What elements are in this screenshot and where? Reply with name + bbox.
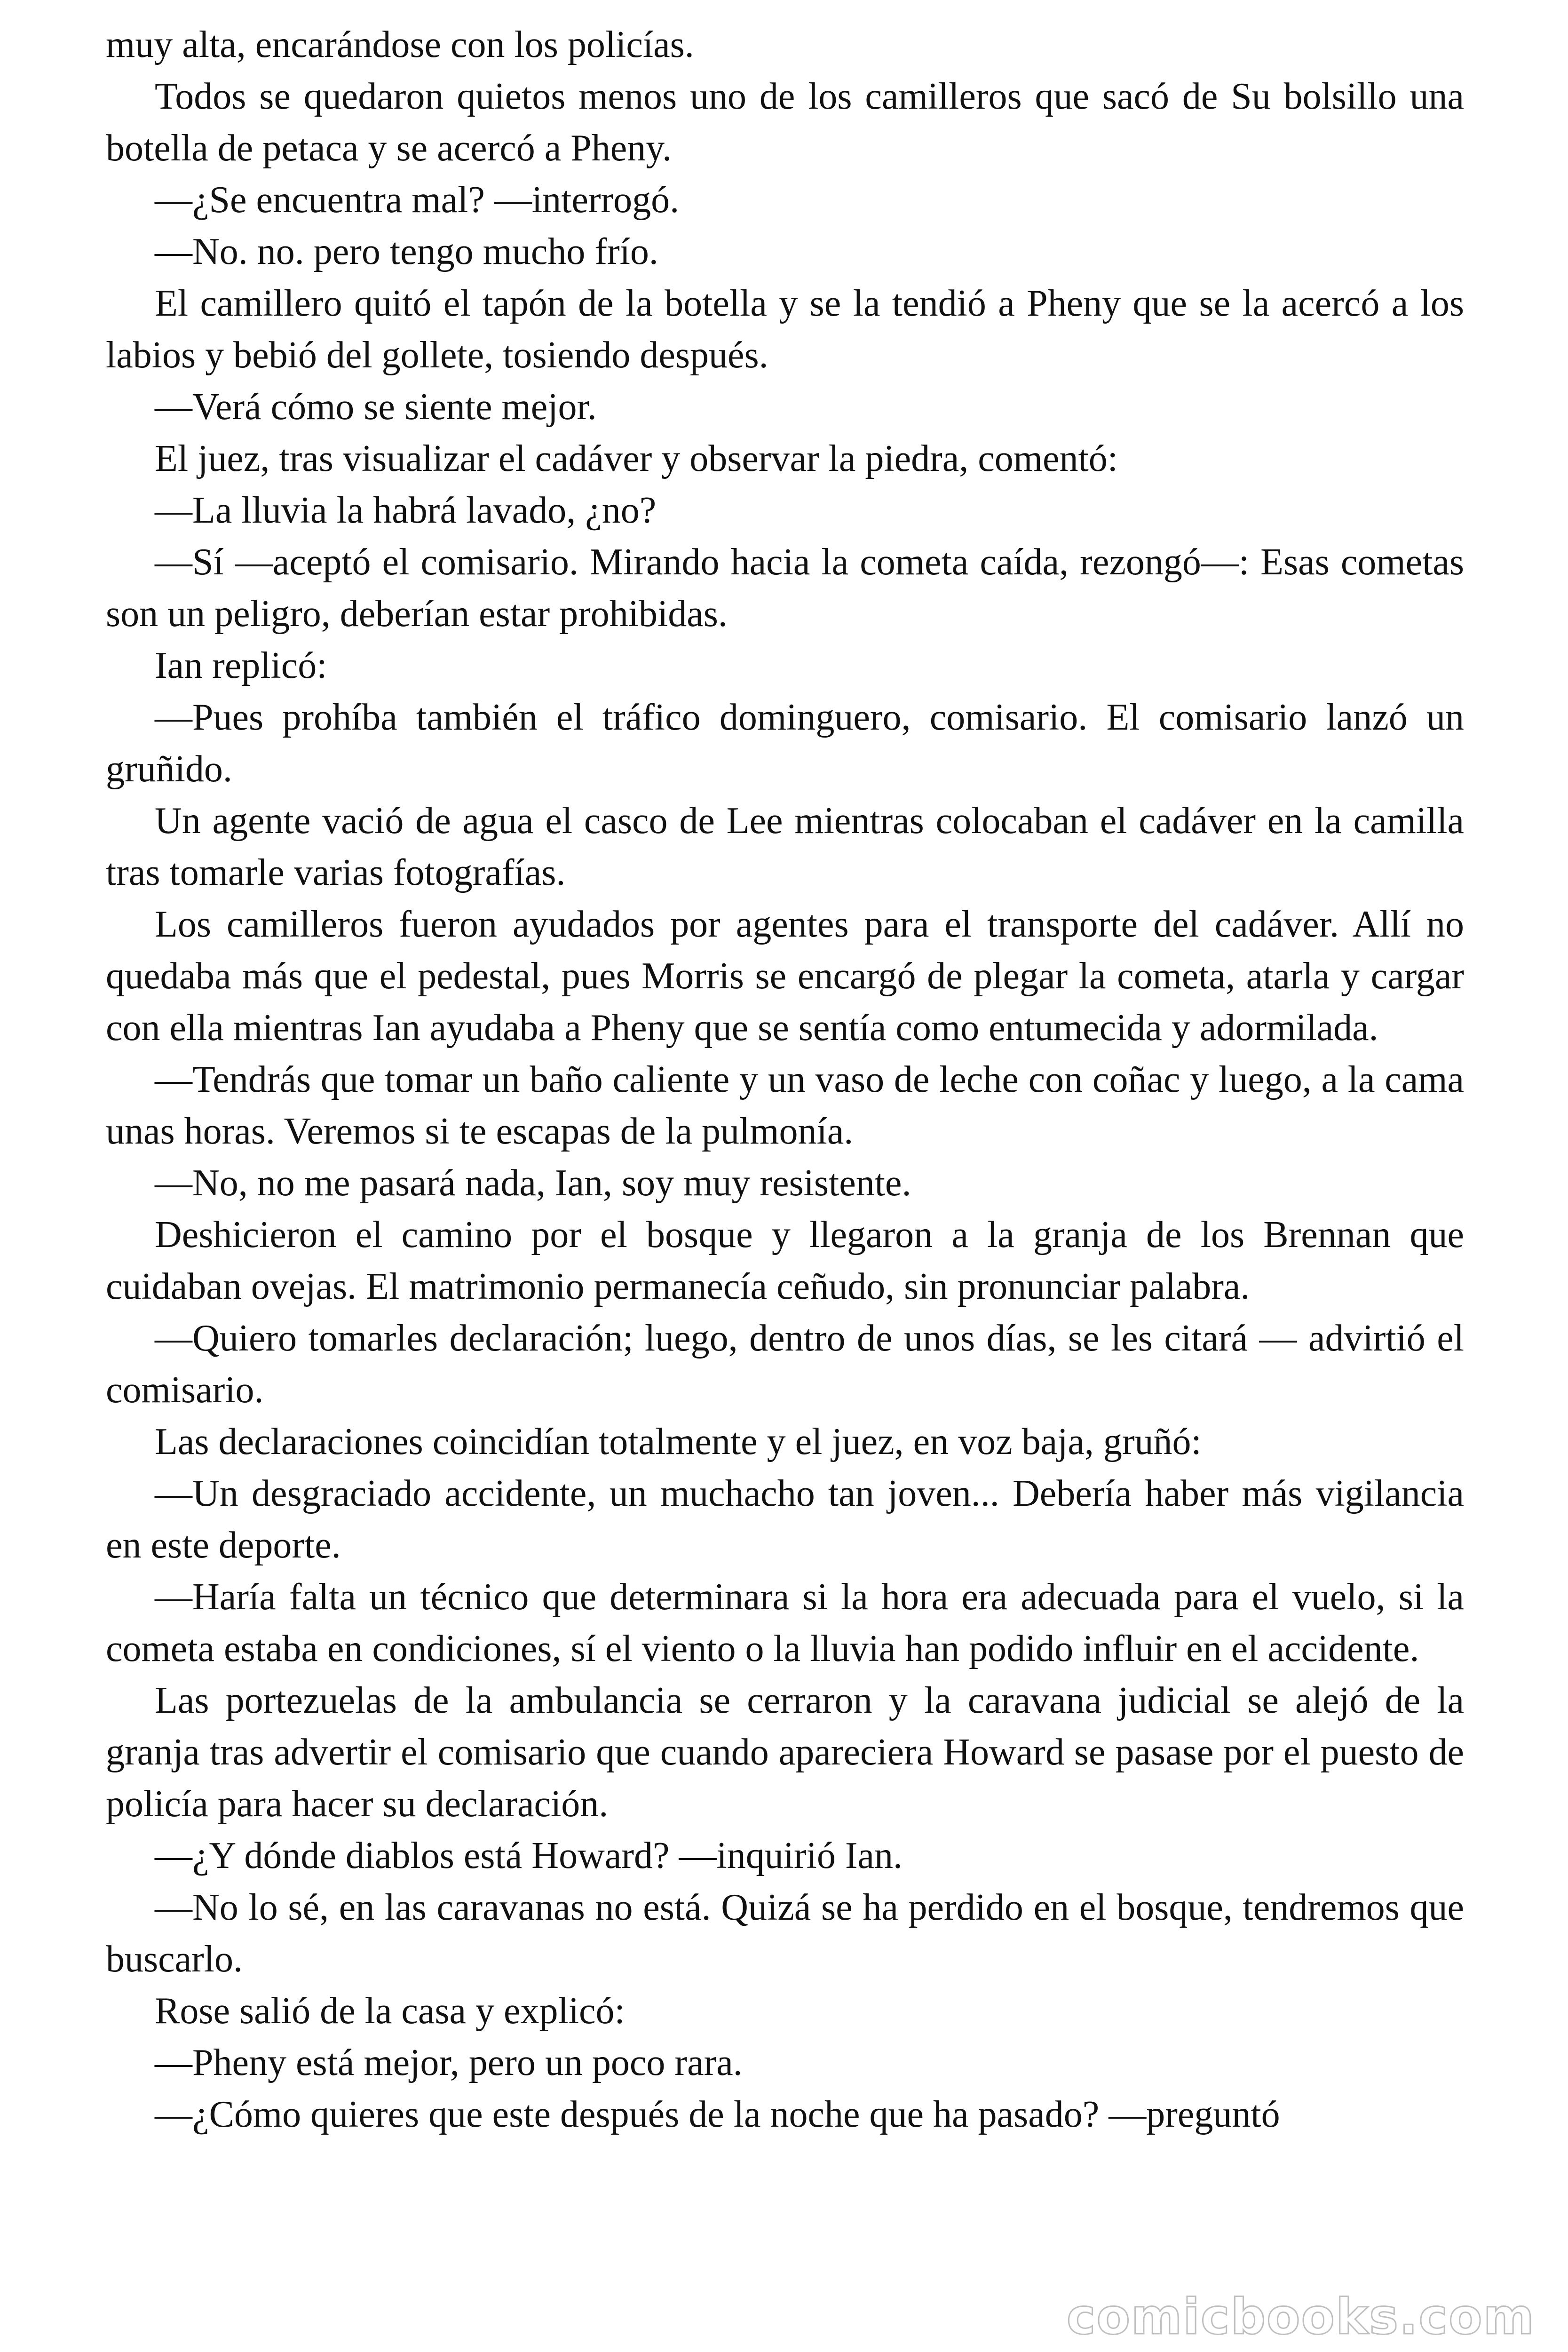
- paragraph-1: muy alta, encarándose con los policías.: [106, 24, 694, 65]
- paragraph-8: —La lluvia la habrá lavado, ¿no?: [155, 490, 657, 531]
- paragraph-15: —No, no me pasará nada, Ian, soy muy resistente.: [155, 1162, 911, 1204]
- paragraph-22: —¿Y dónde diablos está Howard? —inquirió Ian.: [155, 1835, 903, 1876]
- paragraph-11: —Pues prohíba también el tráfico dominguero, comisario. El comisario lanzó un gruñido.: [106, 697, 1464, 790]
- watermark-logo: comicbooks.com: [1066, 2288, 1535, 2345]
- paragraph-21: Las portezuelas de la ambulancia se cerraron y la caravana judicial se alejó de la granja tras advertir el comisario que cuando apareciera Howard se pasase por el puesto de policía para hacer su declaración.: [106, 1680, 1464, 1825]
- paragraph-10: Ian replicó:: [155, 645, 327, 686]
- paragraph-23: —No lo sé, en las caravanas no está. Quizá se ha perdido en el bosque, tendremos que buscarlo.: [106, 1887, 1464, 1980]
- paragraph-7: El juez, tras visualizar el cadáver y observar la piedra, comentó:: [155, 438, 1118, 479]
- paragraph-6: —Verá cómo se siente mejor.: [155, 386, 597, 428]
- paragraph-18: Las declaraciones coincidían totalmente y el juez, en voz baja, gruñó:: [155, 1421, 1202, 1462]
- paragraph-13: Los camilleros fueron ayudados por agentes para el transporte del cadáver. Allí no quedaba más que el pedestal, pues Morris se encargó de plegar la cometa, atarla y cargar con ella mientras Ian ayudaba a Pheny que se sentía como entumecida y adormilada.: [106, 904, 1464, 1049]
- paragraph-3: —¿Se encuentra mal? —interrogó.: [155, 179, 680, 221]
- paragraph-9: —Sí —aceptó el comisario. Mirando hacia la cometa caída, rezongó—: Esas cometas son un peligro, deberían estar prohibidas.: [106, 541, 1464, 635]
- paragraph-20: —Haría falta un técnico que determinara si la hora era adecuada para el vuelo, si la cometa estaba en condiciones, sí el viento o la lluvia han podido influir en el accidente.: [106, 1576, 1464, 1669]
- paragraph-26: —¿Cómo quieres que este después de la noche que ha pasado? —preguntó: [155, 2094, 1280, 2135]
- paragraph-2: Todos se quedaron quietos menos uno de los camilleros que sacó de Su bolsillo una botella de petaca y se acercó a Pheny.: [106, 76, 1464, 169]
- paragraph-14: —Tendrás que tomar un baño caliente y un vaso de leche con coñac y luego, a la cama unas horas. Veremos si te escapas de la pulmonía.: [106, 1059, 1464, 1152]
- paragraph-19: —Un desgraciado accidente, un muchacho tan joven... Debería haber más vigilancia en este deporte.: [106, 1473, 1464, 1566]
- paragraph-24: Rose salió de la casa y explicó:: [155, 1990, 625, 2032]
- paragraph-12: Un agente vació de agua el casco de Lee mientras colocaban el cadáver en la camilla tras tomarle varias fotografías.: [106, 800, 1464, 893]
- book-page-text: [106, 19, 1464, 2140]
- paragraph-5: El camillero quitó el tapón de la botella y se la tendió a Pheny que se la acercó a los labios y bebió del gollete, tosiendo después.: [106, 283, 1464, 376]
- paragraph-4: —No. no. pero tengo mucho frío.: [155, 231, 658, 272]
- paragraph-25: —Pheny está mejor, pero un poco rara.: [155, 2042, 743, 2083]
- paragraph-17: —Quiero tomarles declaración; luego, dentro de unos días, se les citará — advirtió el comisario.: [106, 1318, 1464, 1411]
- paragraph-16: Deshicieron el camino por el bosque y llegaron a la granja de los Brennan que cuidaban ovejas. El matrimonio permanecía ceñudo, sin pronunciar palabra.: [106, 1214, 1464, 1307]
